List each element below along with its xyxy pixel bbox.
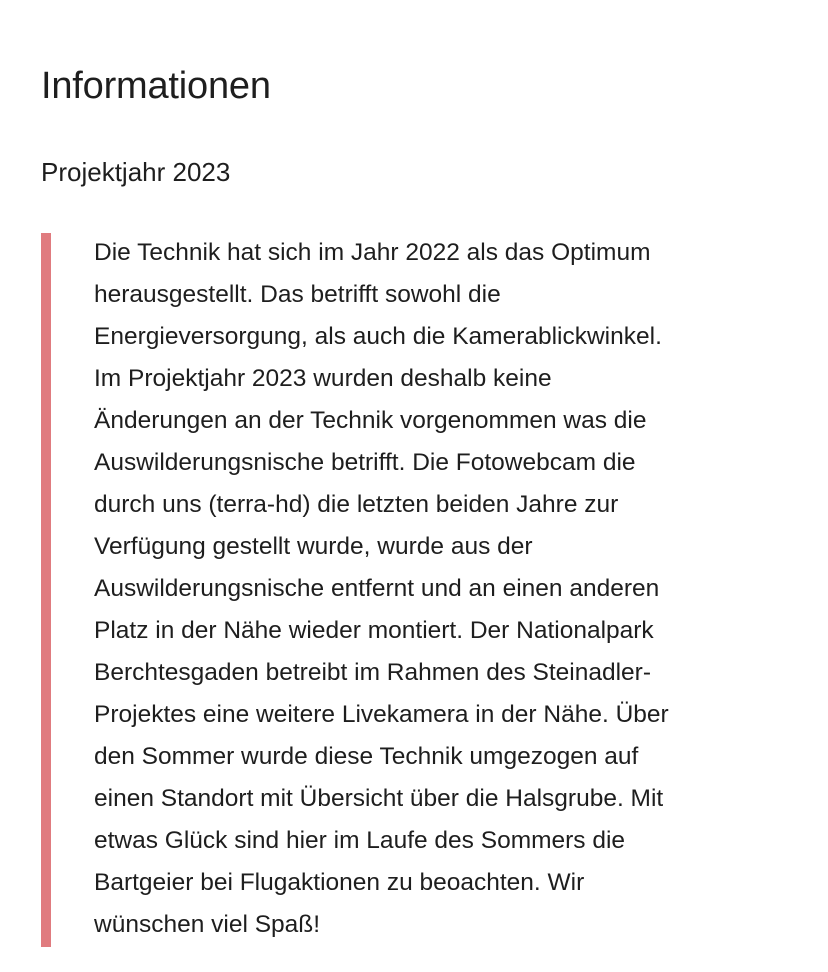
section-subtitle: Projektjahr 2023 <box>41 157 231 187</box>
blockquote-line: einen Standort mit Übersicht über die Halsgrube. Mit <box>94 785 664 812</box>
blockquote-line: Auswilderungsnische betrifft. Die Fotowebcam die <box>94 449 636 476</box>
blockquote-line: den Sommer wurde diese Technik umgezogen auf <box>94 743 639 770</box>
blockquote-line: Änderungen an der Technik vorgenommen was die <box>94 407 647 434</box>
blockquote-line: Bartgeier bei Flugaktionen zu beoachten. Wir <box>94 869 585 896</box>
blockquote-line: Projektes eine weitere Livekamera in der Nähe. Über <box>94 701 669 728</box>
blockquote-text <box>94 232 781 946</box>
blockquote-line: wünschen viel Spaß! <box>94 911 321 938</box>
blockquote-line: Die Technik hat sich im Jahr 2022 als das Optimum <box>94 239 651 266</box>
blockquote-line: Platz in der Nähe wieder montiert. Der Nationalpark <box>94 617 654 644</box>
info-blockquote <box>41 233 781 947</box>
blockquote-line: etwas Glück sind hier im Laufe des Sommers die <box>94 827 626 854</box>
blockquote-line: durch uns (terra-hd) die letzten beiden Jahre zur <box>94 491 619 518</box>
blockquote-line: Auswilderungsnische entfernt und an einen anderen <box>94 575 660 602</box>
blockquote-line: Berchtesgaden betreibt im Rahmen des Steinadler- <box>94 659 652 686</box>
blockquote-line: Verfügung gestellt wurde, wurde aus der <box>94 533 533 560</box>
blockquote-line: Im Projektjahr 2023 wurden deshalb keine <box>94 365 552 392</box>
blockquote-line: Energieversorgung, als auch die Kamerablickwinkel. <box>94 323 662 350</box>
blockquote-line: herausgestellt. Das betrifft sowohl die <box>94 281 501 308</box>
page-title: Informationen <box>41 65 271 107</box>
